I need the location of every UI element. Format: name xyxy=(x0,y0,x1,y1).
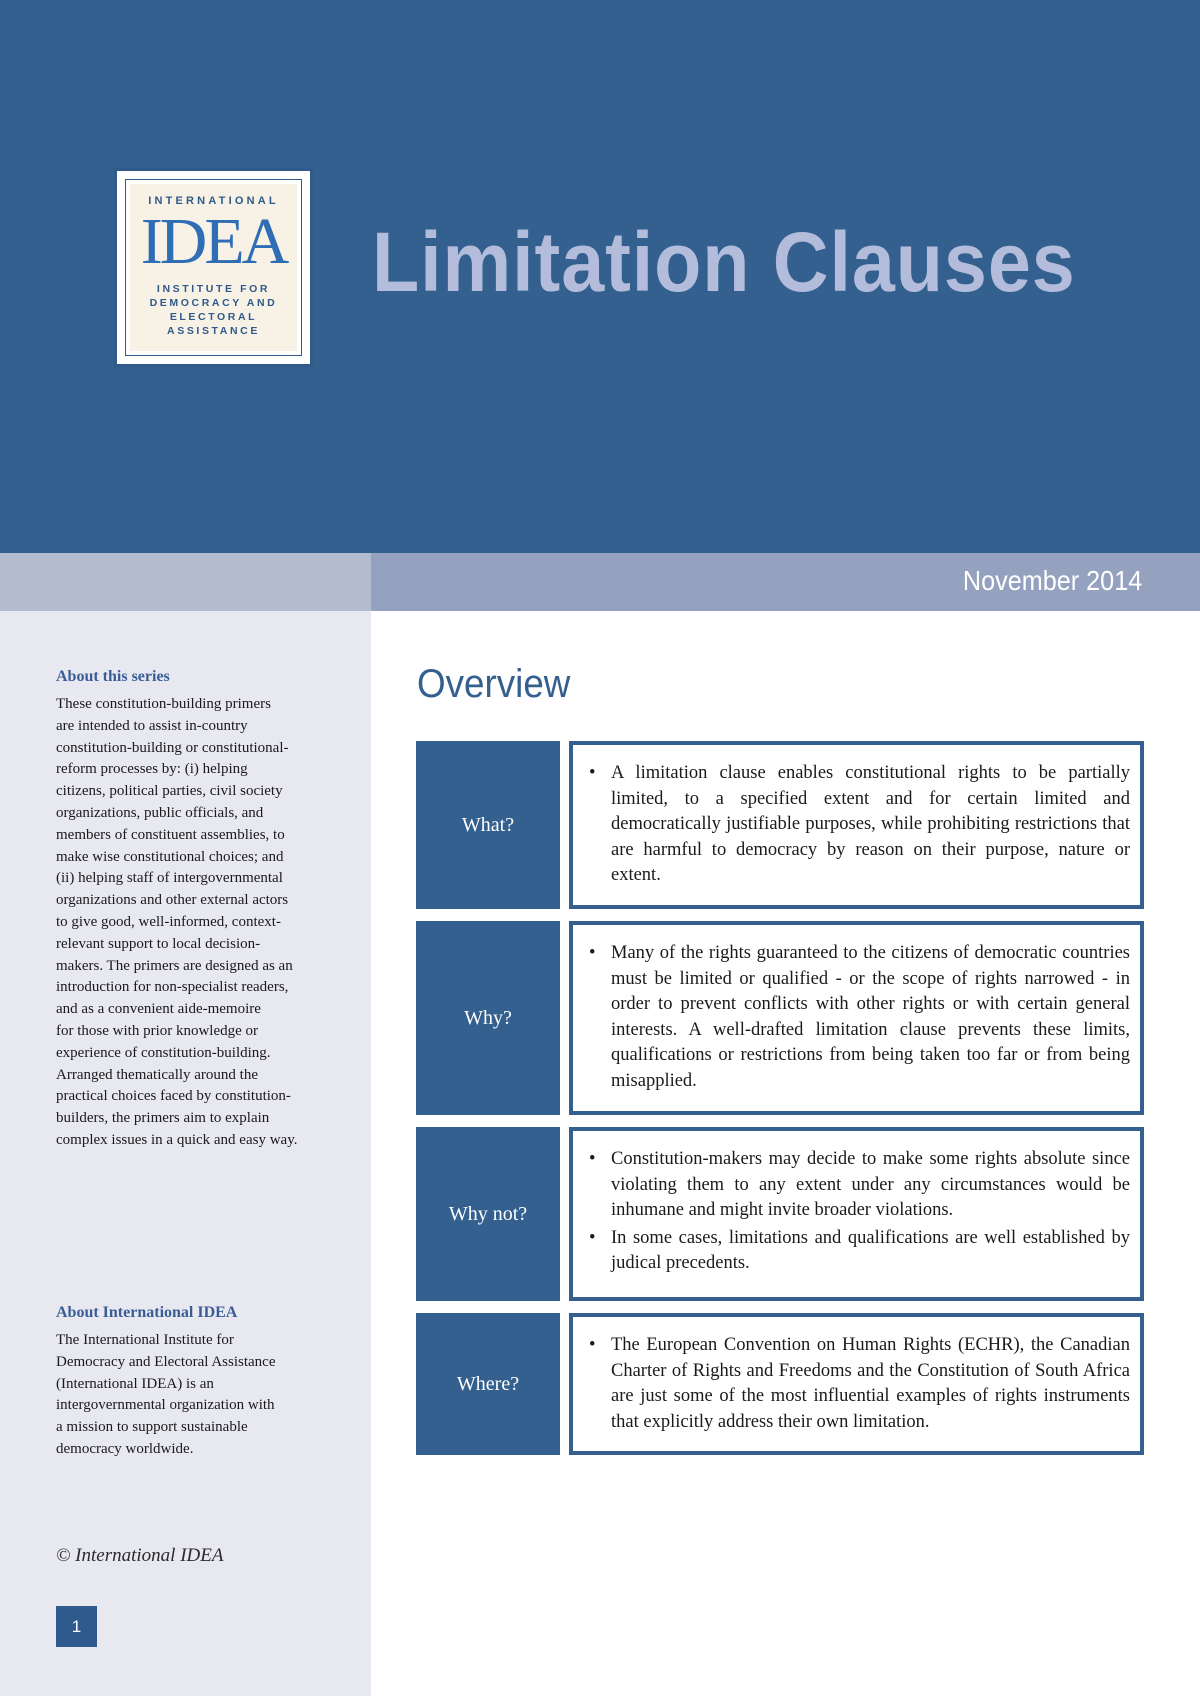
text-line: experience of constitution-building. xyxy=(56,1044,271,1061)
page-title: Limitation Clauses xyxy=(372,215,1076,309)
band-left xyxy=(0,553,371,611)
text-line: organizations, public officials, and xyxy=(56,804,264,821)
text-line: introduction for non-specialist readers, xyxy=(56,979,289,996)
text-line: organizations and other external actors xyxy=(56,892,289,909)
text-line: are intended to assist in-country xyxy=(56,717,248,734)
text-line: Democracy and Electoral Assistance xyxy=(56,1353,276,1370)
row-content xyxy=(569,741,1144,909)
text-line: reform processes by: (i) helping xyxy=(56,761,248,778)
text-line: a mission to support sustainable xyxy=(56,1419,248,1436)
row-label: Where? xyxy=(416,1313,560,1455)
bullet-item: • Constitution-makers may decide to make some rights absolute since violating them to any extent under any circumstances would be inhumane and might invite broader violations. xyxy=(587,1147,1130,1224)
text-line: relevant support to local decision- xyxy=(56,935,261,952)
series-description xyxy=(56,694,346,1152)
text-line: (International IDEA) is an xyxy=(56,1375,214,1392)
text-line: Arranged thematically around the xyxy=(56,1066,259,1083)
text-line: for those with prior knowledge or xyxy=(56,1022,259,1039)
page-number: 1 xyxy=(56,1606,97,1647)
row-label: What? xyxy=(416,741,560,909)
text-line: make wise constitutional choices; and xyxy=(56,848,284,865)
text-line: These constitution-building primers xyxy=(56,696,271,712)
text-line: (ii) helping staff of intergovernmental xyxy=(56,870,283,887)
text-line: intergovernmental organization with xyxy=(56,1397,275,1414)
text-line: democracy worldwide. xyxy=(56,1440,194,1457)
text-line: to give good, well-informed, context- xyxy=(56,913,281,930)
bullet-item: • The European Convention on Human Rights (ECHR), the Canadian Charter of Rights and Freedoms and the Constitution of South Africa are just some of the most influential examples of rights instruments that explicitly address their own limitation. xyxy=(587,1333,1130,1435)
overview-heading: Overview xyxy=(417,662,571,706)
text-line: members of constituent assemblies, to xyxy=(56,826,285,843)
logo-subtitle: INSTITUTE FOR DEMOCRACY AND ELECTORAL ASSISTANCE xyxy=(149,283,278,337)
text-line: complex issues in a quick and easy way. xyxy=(56,1131,298,1148)
text-line: makers. The primers are designed as an xyxy=(56,957,293,974)
header-banner xyxy=(0,0,1200,553)
bullet-item: • In some cases, limitations and qualifications are well established by judical precedents. xyxy=(587,1226,1130,1277)
overview-row-where xyxy=(416,1313,1144,1455)
logo-top-text: INTERNATIONAL xyxy=(148,195,279,207)
series-heading: About this series xyxy=(56,668,170,685)
text-line: builders, the primers aim to explain xyxy=(56,1110,270,1127)
text-line: The International Institute for xyxy=(56,1332,234,1348)
text-line: citizens, political parties, civil society xyxy=(56,783,283,800)
row-content xyxy=(569,921,1144,1115)
overview-row-why-not xyxy=(416,1127,1144,1301)
overview-row-what xyxy=(416,741,1144,909)
row-label: Why not? xyxy=(416,1127,560,1301)
copyright: © International IDEA xyxy=(56,1545,224,1566)
idea-heading: About International IDEA xyxy=(56,1304,238,1321)
overview-row-why xyxy=(416,921,1144,1115)
text-line: practical choices faced by constitution- xyxy=(56,1088,291,1105)
row-content xyxy=(569,1313,1144,1455)
bullet-item: • A limitation clause enables constitutional rights to be partially limited, to a specified extent and for certain limited and democratically justifiable purposes, while prohibiting restrictions that are harmful to democracy by reason on their purpose, nature or extent. xyxy=(587,761,1130,889)
text-line: constitution-building or constitutional- xyxy=(56,739,289,756)
bullet-item: • Many of the rights guaranteed to the citizens of democratic countries must be limited or qualified - or the scope of rights narrowed - in order to prevent conflicts with other rights or with certain general interests. A well-drafted limitation clause prevents these limits, qualifications or restrictions from being taken too far or from being misapplied. xyxy=(587,941,1130,1094)
text-line: and as a convenient aide-memoire xyxy=(56,1001,261,1018)
idea-description xyxy=(56,1330,346,1461)
logo-main-text: IDEA xyxy=(140,205,287,278)
idea-logo xyxy=(114,168,313,367)
publication-date: November 2014 xyxy=(962,565,1142,596)
row-content xyxy=(569,1127,1144,1301)
row-label: Why? xyxy=(416,921,560,1115)
